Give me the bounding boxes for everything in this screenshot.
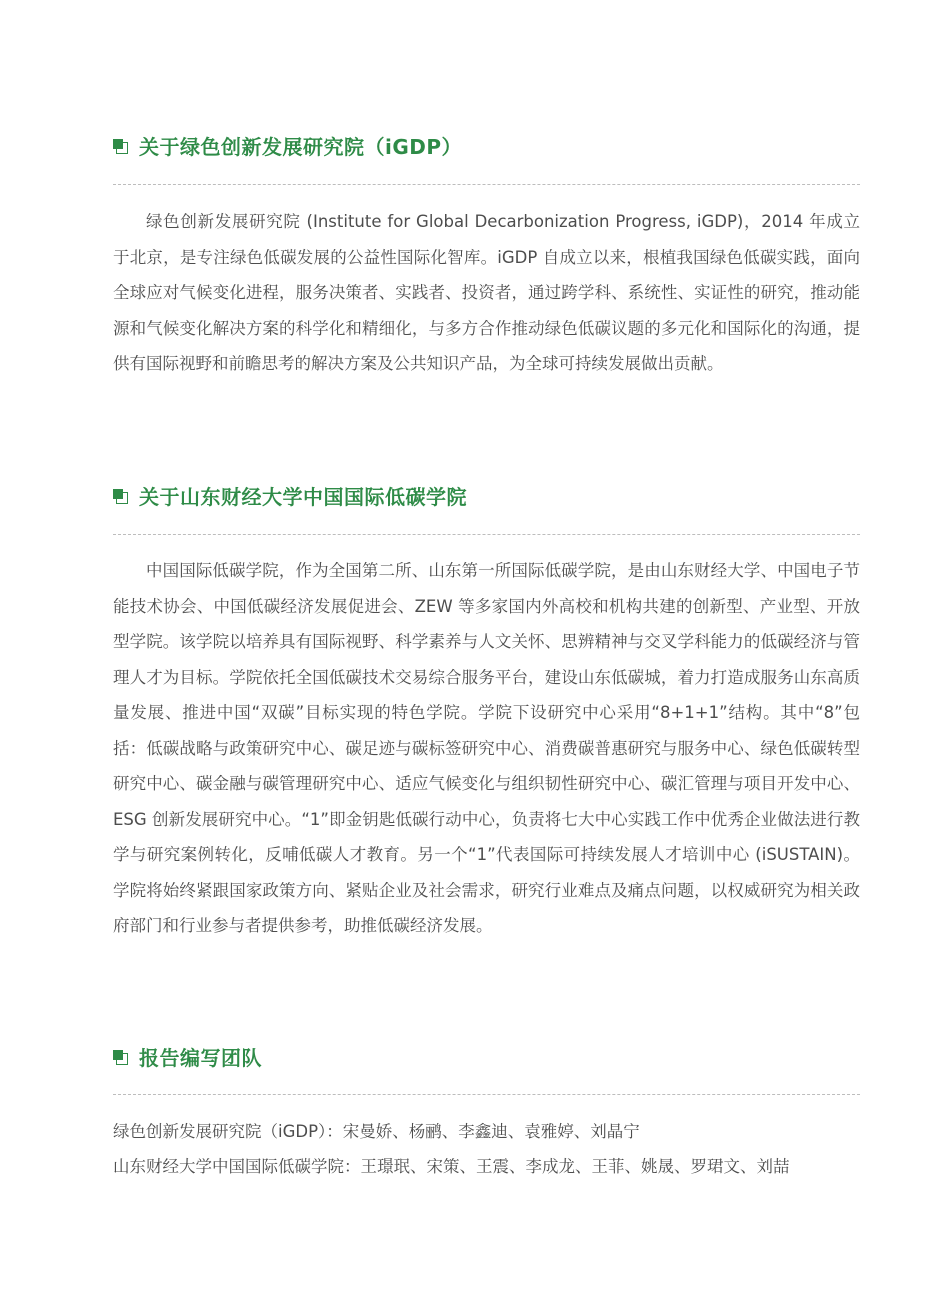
section-paragraph: 中国国际低碳学院，作为全国第二所、山东第一所国际低碳学院，是由山东财经大学、中国电子节能技术协会、中国低碳经济发展促进会、ZEW 等多家国内外高校和机构共建的创新型、产业型、开放型学院。该学院以培养具有国际视野、科学素养与人文关怀、思辨精神与交叉学科能力的低碳经济与管理人才为目标。学院依托全国低碳技术交易综合服务平台，建设山东低碳城，着力打造成服务山东高质量发展、推进中国“双碳”目标实现的特色学院。学院下设研究中心采用“8+1+1”结构。其中“8”包括：低碳战略与政策研究中心、碳足迹与碳标签研究中心、消费碳普惠研究与服务中心、绿色低碳转型研究中心、碳金融与碳管理研究中心、适应气候变化与组织韧性研究中心、碳汇管理与项目开发中心、ESG 创新发展研究中心。“1”即金钥匙低碳行动中心，负责将七大中心实践工作中优秀企业做法进行教学与研究案例转化，反哺低碳人才教育。另一个“1”代表国际可持续发展人才培训中心 (iSUSTAIN)。学院将始终紧跟国家政策方向、紧贴企业及社会需求，研究行业难点及痛点问题，以权威研究为相关政府部门和行业参与者提供参考，助推低碳经济发展。 bbox=[113, 561, 860, 935]
team-member-line-igdp: 绿色创新发展研究院（iGDP）：宋曼娇、杨鹂、李鑫迪、袁雅婷、刘晶宁 bbox=[113, 1122, 640, 1141]
section-header bbox=[113, 484, 860, 514]
section-paragraph: 绿色创新发展研究院 (Institute for Global Decarbonization Progress, iGDP)，2014 年成立于北京，是专注绿色低碳发展的公益性国际化智库。iGDP 自成立以来，根植我国绿色低碳实践，面向全球应对气候变化进程，服务决策者、实践者、投资者，通过跨学科、系统性、实证性的研究，推动能源和气候变化解决方案的科学化和精细化，与多方合作推动绿色低碳议题的多元化和国际化的沟通，提供有国际视野和前瞻思考的解决方案及公共知识产品，为全球可持续发展做出贡献。 bbox=[113, 212, 860, 373]
team-member-line-low-carbon-college: 山东财经大学中国国际低碳学院：王璟珉、宋策、王震、李成龙、王菲、姚晟、罗珺文、刘喆 bbox=[113, 1157, 790, 1176]
section-title: 关于山东财经大学中国国际低碳学院 bbox=[139, 485, 467, 509]
dotted-divider bbox=[113, 534, 860, 535]
section-header bbox=[113, 1045, 860, 1075]
section-about-igdp bbox=[113, 134, 860, 373]
section-report-team bbox=[113, 1045, 860, 1176]
section-title: 报告编写团队 bbox=[139, 1046, 262, 1070]
stacked-squares-icon bbox=[113, 139, 127, 153]
section-header bbox=[113, 134, 860, 164]
dotted-divider bbox=[113, 184, 860, 185]
section-about-low-carbon-college bbox=[113, 484, 860, 935]
stacked-squares-icon bbox=[113, 489, 127, 503]
dotted-divider bbox=[113, 1094, 860, 1095]
stacked-squares-icon bbox=[113, 1050, 127, 1064]
section-title: 关于绿色创新发展研究院（iGDP） bbox=[139, 135, 463, 159]
